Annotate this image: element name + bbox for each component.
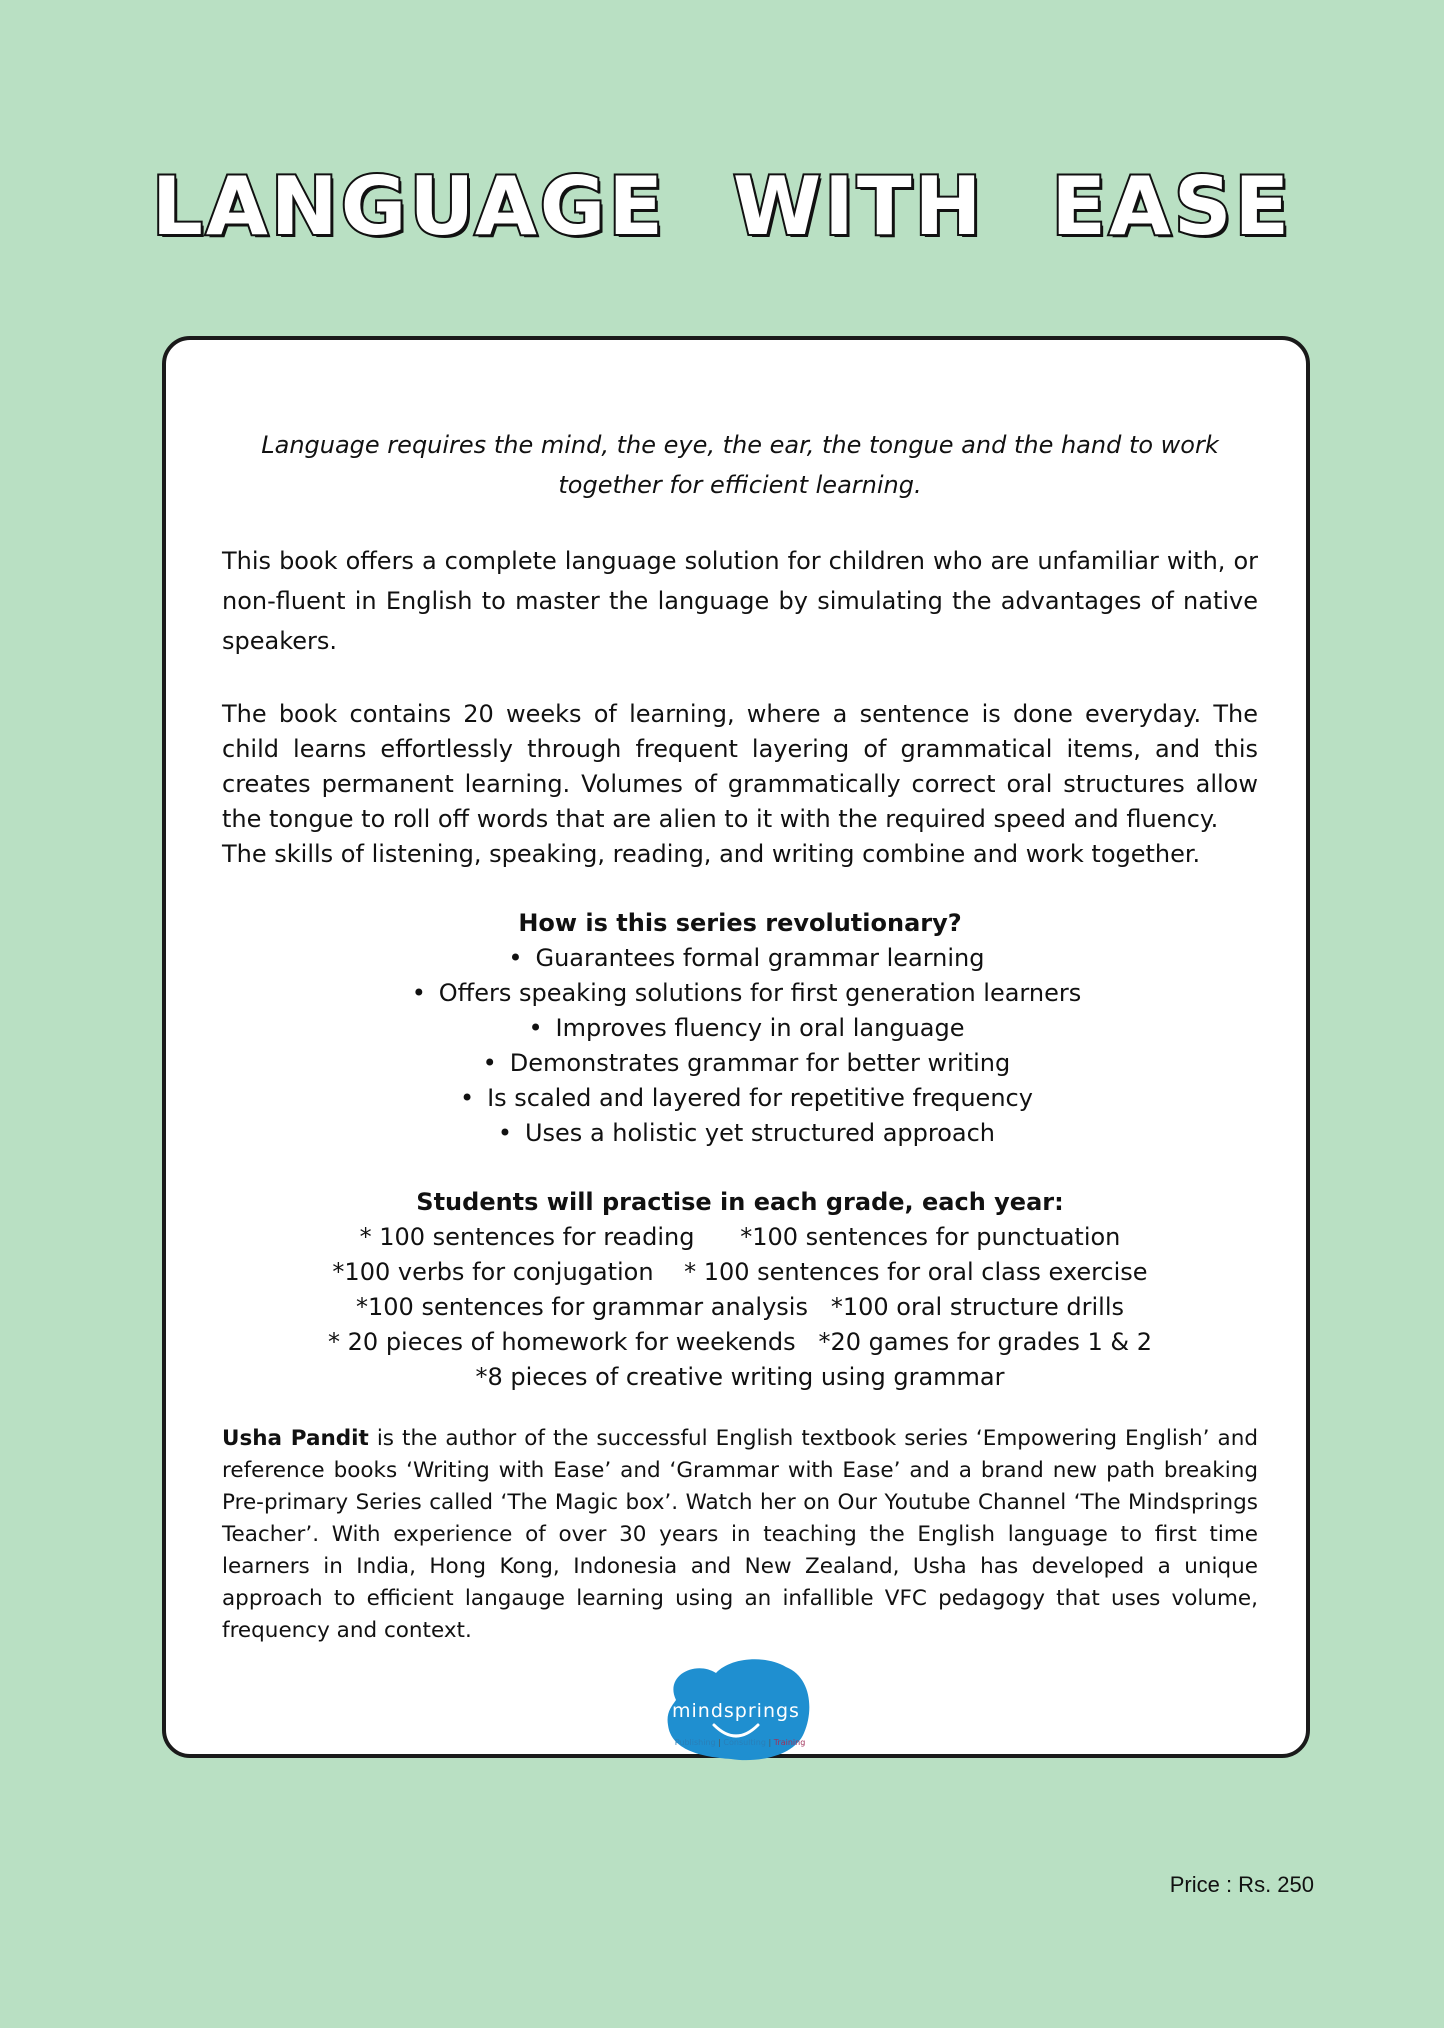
list-item: • Is scaled and layered for repetitive frequency	[222, 1081, 1258, 1116]
logo-tagline: Publishing | Consulting | Training	[674, 1738, 806, 1747]
title-banner	[0, 160, 1444, 253]
content-body	[222, 425, 1258, 1647]
list-item: • Guarantees formal grammar learning	[222, 941, 1258, 976]
mindsprings-logo	[656, 1655, 816, 1765]
revolutionary-list	[222, 941, 1258, 1151]
book-title: LANGUAGE WITH EASE	[151, 160, 1293, 253]
list-item: • Improves fluency in oral language	[222, 1011, 1258, 1046]
intro-paragraph: This book offers a complete language solution for children who are unfamiliar with, or non-fluent in English to master the language by simulating the advantages of native speakers.	[222, 547, 1258, 655]
bullet-icon: •	[411, 979, 426, 1007]
practice-section	[222, 1185, 1258, 1395]
practice-line: * 20 pieces of homework for weekends *20 games for grades 1 & 2	[328, 1328, 1152, 1356]
bullet-icon: •	[459, 1084, 475, 1112]
practice-line: *100 verbs for conjugation * 100 sentences for oral class exercise	[332, 1258, 1148, 1286]
bullet-icon: •	[528, 1014, 543, 1042]
author-bio	[222, 1423, 1258, 1647]
practice-line: *100 sentences for grammar analysis *100 oral structure drills	[356, 1293, 1124, 1321]
logo-wordmark: mindsprings	[672, 1700, 800, 1722]
content-card	[162, 336, 1310, 1758]
practice-heading: Students will practise in each grade, each year:	[416, 1188, 1064, 1216]
author-name: Usha Pandit	[222, 1426, 369, 1451]
bullet-icon: •	[497, 1119, 513, 1147]
price-label: Price : Rs. 250	[1169, 1872, 1314, 1897]
practice-line: *8 pieces of creative writing using grammar	[475, 1363, 1005, 1391]
contents-paragraph: The book contains 20 weeks of learning, where a sentence is done everyday. The child learns effortlessly through frequent layering of grammatical items, and this creates permanent learning. Volumes of grammatically correct oral structures allow the tongue to roll off words that are alien to it with the required speed and fluency.	[222, 700, 1258, 833]
skills-paragraph: The skills of listening, speaking, reading, and writing combine and work together.	[222, 840, 1201, 868]
list-item: • Demonstrates grammar for better writing	[222, 1046, 1258, 1081]
list-item: • Offers speaking solutions for first generation learners	[222, 976, 1258, 1011]
practice-line: * 100 sentences for reading *100 sentences for punctuation	[359, 1223, 1121, 1251]
revolutionary-section	[222, 906, 1258, 1151]
list-item: • Uses a holistic yet structured approach	[222, 1116, 1258, 1151]
bullet-icon: •	[508, 944, 523, 972]
bullet-icon: •	[482, 1049, 497, 1077]
quote: Language requires the mind, the eye, the ear, the tongue and the hand to work together for efficient learning.	[261, 431, 1219, 499]
author-bio-text: is the author of the successful English textbook series ‘Empowering English’ and reference books ‘Writing with Ease’ and ‘Grammar with Ease’ and a brand new path breaking Pre-primary Series called ‘The Magic box’. Watch her on Our Youtube Channel ‘The Mindsprings Teacher’. With experience of over 30 years in teaching the English language to first time learners in India, Hong Kong, Indonesia and New Zealand, Usha has developed a unique approach to efficient langauge learning using an infallible VFC pedagogy that uses volume, frequency and context.	[222, 1426, 1258, 1643]
revolutionary-heading: How is this series revolutionary?	[518, 909, 962, 937]
